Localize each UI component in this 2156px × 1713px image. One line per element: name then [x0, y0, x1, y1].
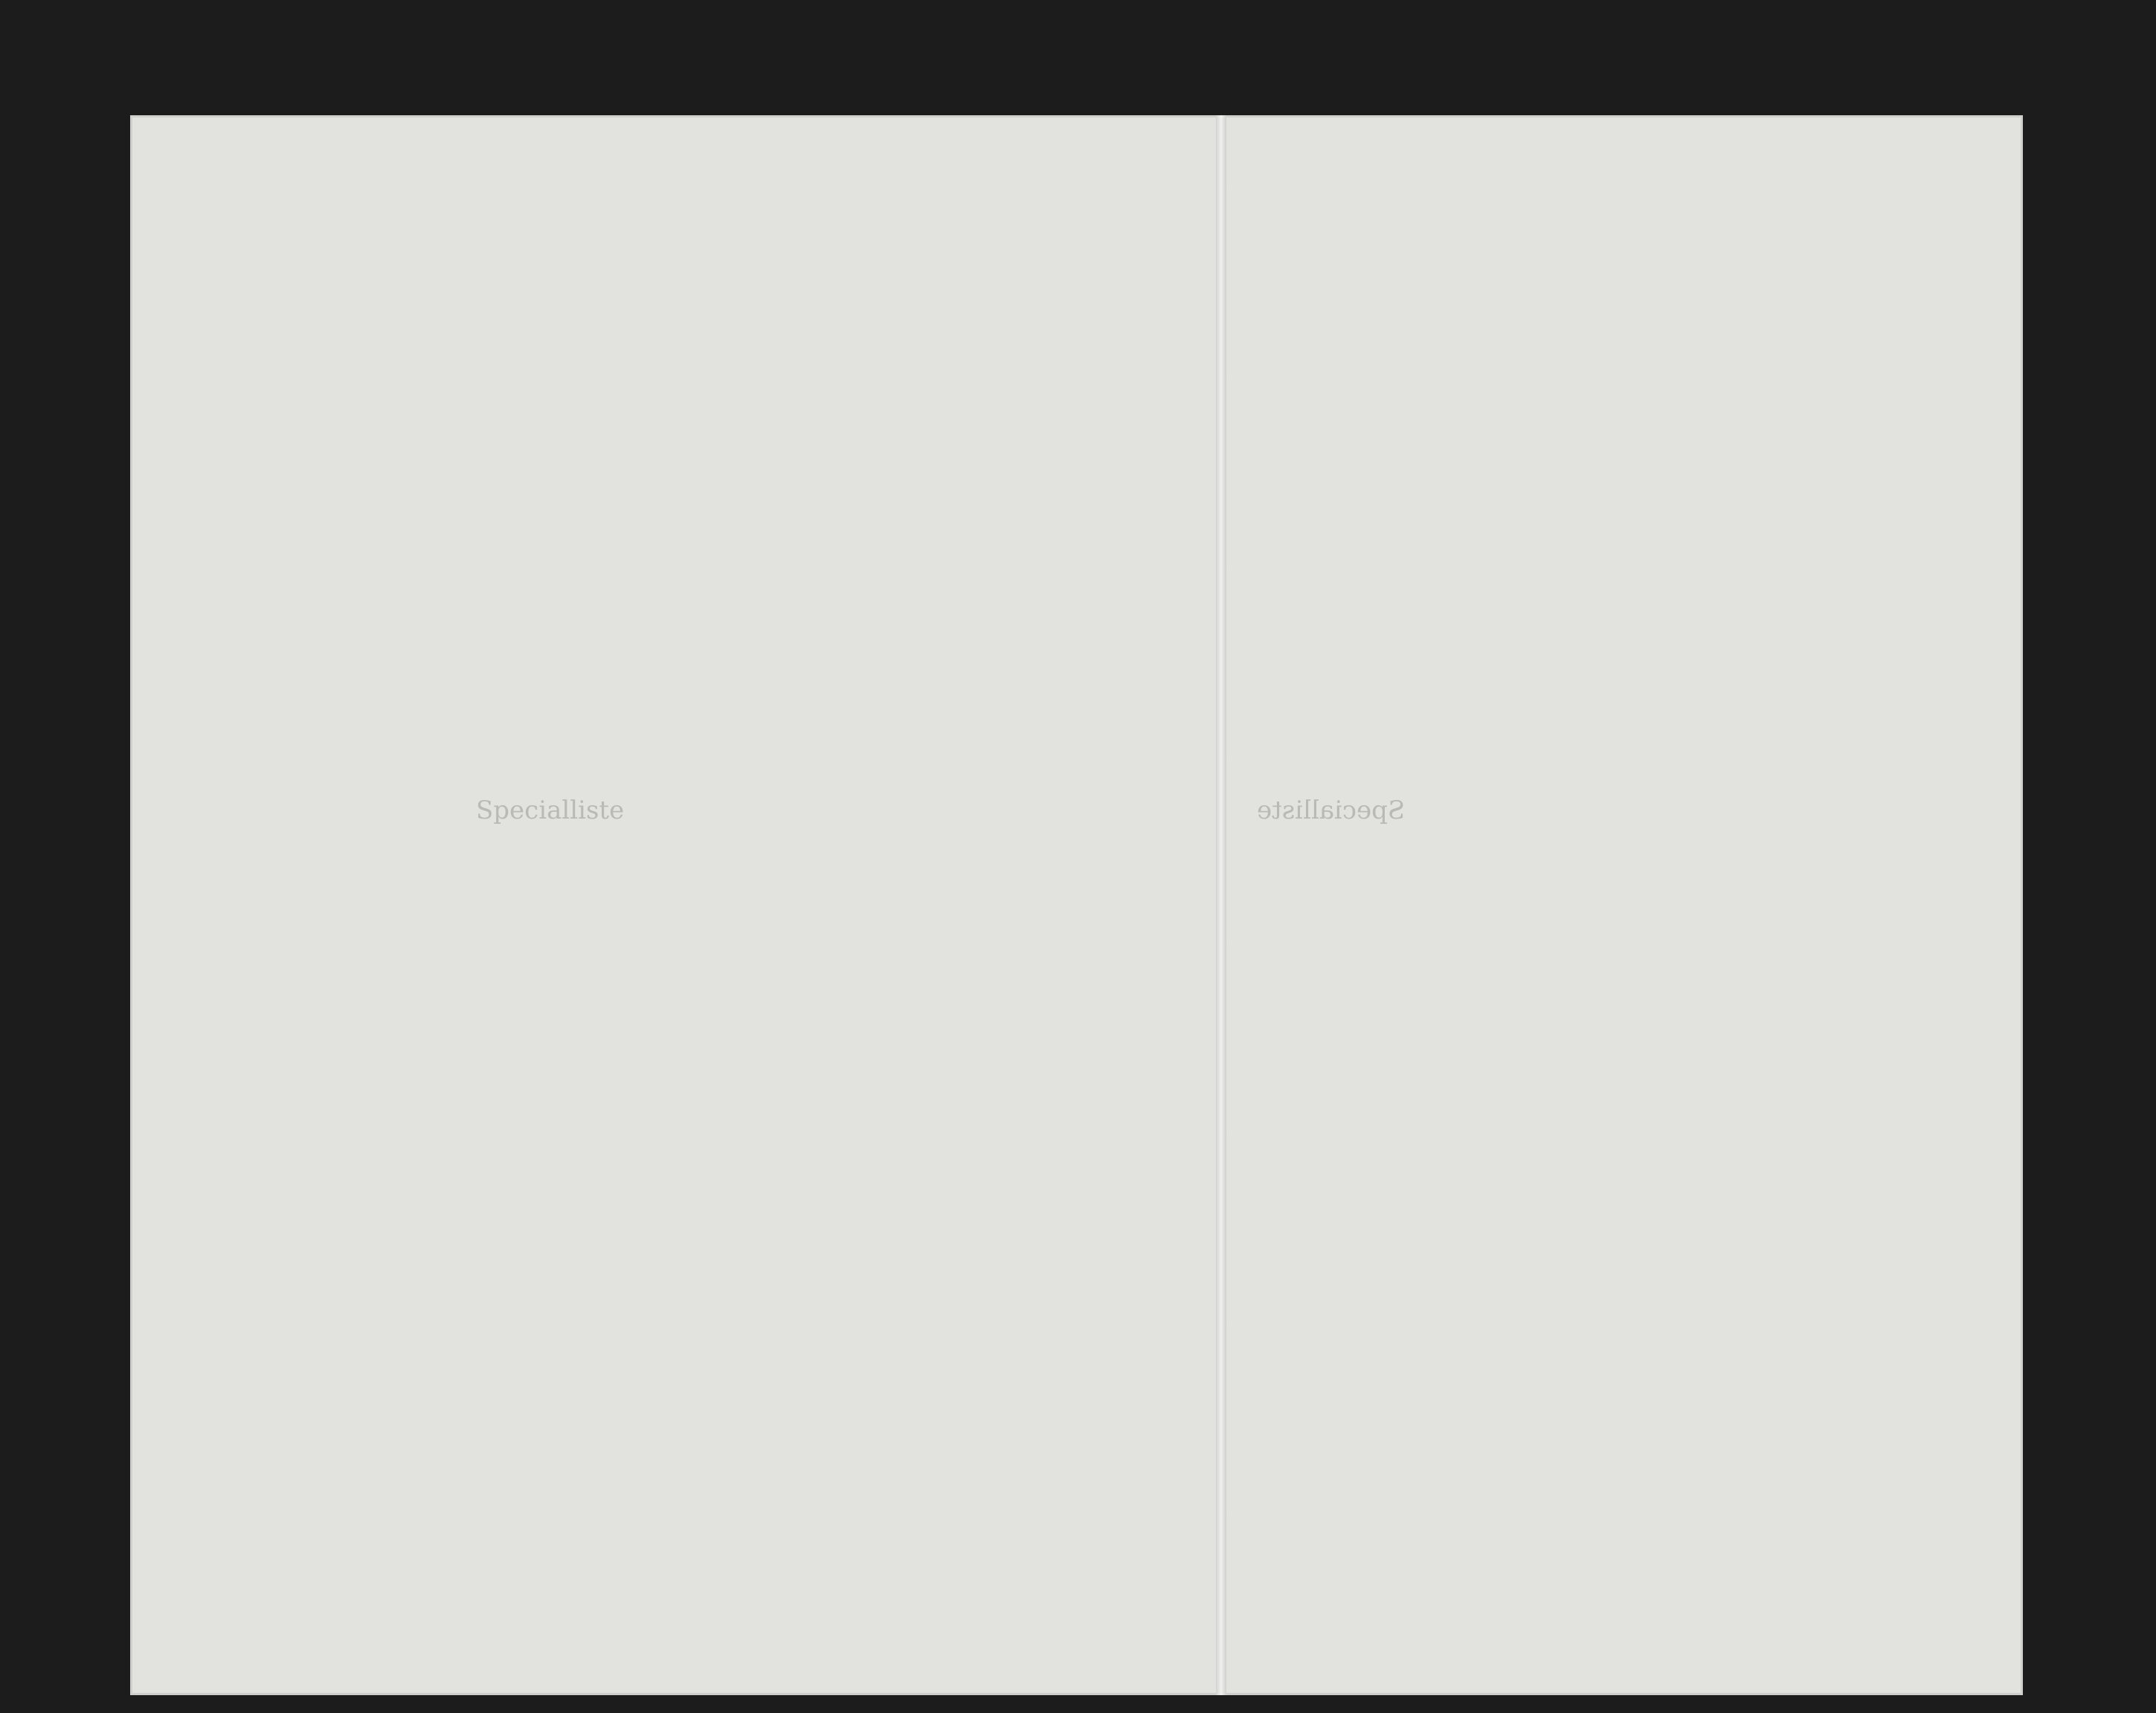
form-grid [130, 115, 2023, 1695]
census-sheet [130, 115, 2023, 1695]
sex-male-header [837, 387, 859, 431]
bleed-through-text: Specialliste [476, 796, 625, 825]
bleed-through-text-right: Specialliste [1257, 796, 1406, 825]
sex-female-header [860, 387, 883, 431]
